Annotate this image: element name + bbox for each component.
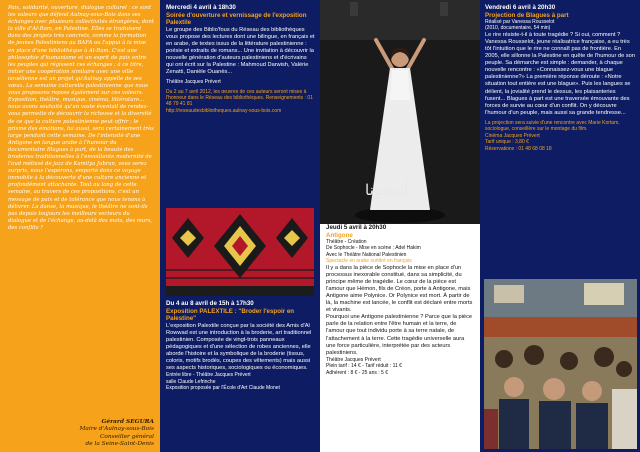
market-photo (484, 279, 637, 449)
event-date-film: Vendredi 6 avril à 20h30 (485, 4, 556, 11)
film-body: Le rire résiste-t-il à toute tragédie ? Si oui, comment ? Vanessa Rousselot, jeune réalisatrice française, a eu très tôt l'intuition que le rire ne connaît pas de frontière. En 2005, elle sillonne la Palestine en quête de l'humour de son peuple. Sa démarche est simple : demander, à chaque nouvelle rencontre : «Connaissez-vous une blague palestinienne?» La première réponse déroute : «Notre situation tout entière est une blague». Puis les langues se délient, la jovialité prend le dessus, les plaisanteries fusent... Blagues à part est une traversée émouvante des forces de survie au cœur d'un conflit. On y découvre l'humour d'un peuple, mais aussi sa grande tendresse... (485, 31, 636, 116)
event-title-antigone: Antigone (326, 231, 353, 239)
signature-role-3: de la Seine-Saint-Denis (85, 441, 154, 448)
event-note-opening: Du 2 au 7 avril 2012, les œuvres de ces auteurs seront mises à l'honneur dans le Réseau des bibliothèques. Renseignements : 01 48 79 41 81 (166, 88, 313, 108)
library-link[interactable]: http://reseaudesbibliotheques.aulnay-sous-bois.com (166, 107, 282, 114)
event-hall-exhibition: salle Claude Lefrinche (166, 378, 216, 385)
event-title-exhibition: Exposition PALEXTILE : "Broder l'espoir en Palestine" (166, 307, 295, 322)
antigone-line-4: Spectacle en arabe surtitré en français (326, 258, 412, 265)
event-entry-exhibition: Entrée libre - Théâtre Jacques Prévert (166, 372, 251, 379)
arabic-title: أنتيجونا (365, 181, 409, 199)
film-line-2: (2010, documentaire, 54 min) (485, 25, 551, 32)
event-date-exhibition: Du 4 au 8 avril de 15h à 17h30 (166, 300, 254, 307)
signature-block (79, 419, 154, 449)
signature-role-1: Maire d'Aulnay-sous-Bois (79, 426, 154, 433)
antigone-tarif-2: Adhérent : 8 € - 25 ans : 5 € (326, 369, 388, 376)
antigone-place: Théâtre Jacques Prévert (326, 356, 381, 363)
embroidery-photo (166, 208, 314, 296)
event-place-opening: Théâtre Jacques Prévert (166, 79, 221, 86)
event-date-antigone: Jeudi 5 avril à 20h30 (326, 224, 387, 231)
signature-role-2: Conseiller général (99, 433, 154, 440)
film-tarif: Tarif unique : 3,80 € (485, 139, 529, 146)
event-body-opening: Le groupe des Biblio'fous du Réseau des bibliothèques vous propose des lectures dont une bilingue, en français et en arabe, de textes issus de la littérature palestinienne : poésie et extraits de romans... Une invitation à découvrir la nouvelle génération d'auteurs palestiniens et d'écrivains qui ont écrit sur la Palestine : Mahmoud Darwish, Valérie Zenatti, Danièle Ouanès... (166, 26, 315, 76)
film-note: La projection sera suivie d'une rencontre avec Marie Kortam, sociologue, conseillère sur le montage du film. (485, 119, 620, 133)
antigone-line-3: Avec le Théâtre National Palestinien (326, 251, 407, 258)
antigone-line-2: De Sophocle - Mise en scène : Adel Hakim (326, 245, 421, 252)
event-body-exhibition: L'exposition Palextile conçue par la société des Amis d'Al Rowwad est une introduction à la broderie, art traditionnel palestinien. Composée de vingt-trois panneaux pédagogiques et d'une sélection de robes anciennes, elle aborde l'histoire et la symbolique de la broderie (tissus, coloris, motifs brodés, coupes des vêtements) mais aussi ses aspects historiques, sociologiques ou économiques. (166, 322, 312, 372)
antigone-body-2: Pourquoi une Antigone palestinienne ? Parce que la pièce parle de la relation entre l'être humain et la terre, de l'amour que tout individu porte à sa terre natale, de l'attachement à la terre. Cette tragédie universelle aura une force particulière, interprétée par des acteurs palestiniens. (326, 314, 473, 356)
event-title-opening: Soirée d'ouverture et vernissage de l'exposition Palextile (166, 11, 307, 26)
event-note-exhibition: Exposition proposée par l'École d'Art Claude Monet (166, 384, 280, 391)
film-place: Cinéma Jacques Prévert (485, 132, 540, 139)
antigone-tarif-1: Plein tarif : 14 € - Tarif réduit : 11 € (326, 363, 402, 370)
antigone-body-1: Il y a dans la pièce de Sophocle la mise en place d'un processus inexorable constitué, dans sa simplicité, du principe même de tragédie. Le cœur de la pièce est l'amour que Hémon, fils de Créon, porte à Antigone, mais Antigone aime Polynice. Or Polynice est mort. À partir de là, la machine est lancée, le conflit est déclaré entre morts et vivants. (326, 264, 473, 314)
editorial-text: Paix, solidarité, ouverture, dialogue culturel : ce sont les valeurs que défend Aulnay-sous-Bois dans ses échanges avec plusieurs collectivités étrangères, dont la ville d'Al-Ram, en Palestine. Elles se traduisent dans des projets très concrets, comme la formation de jeunes Palestiniens au BAFA ou l'appui à la mise en place d'une bibliothèque à Al-Ram. C'est une philosophie d'humanisme et un esprit de paix entre les peuples qui régissent ces échanges ; à ce titre, initier une coopération similaire avec une ville israélienne est un projet qu'Aulnay appelle de ses vœux. La semaine culturelle palestinienne que nous vous proposons repose également sur ces valeurs. Exposition, théâtre, musique, cinéma, littérature... nous avons souhaité qu'un vaste éventail de rendez-vous permette de découvrir la richesse et la diversité de ce que la culture palestinienne peut offrir : le prisme des émotions, lui aussi, sera certainement très large pendant cette semaine. De l'intensité d'une Antigone en langue arabe à l'humour du documentaire Blagues à part, de la beauté des broderies traditionnelles à l'envoûtante modernité de l'oud métissé de jazz de Kamilya Jubran, vous serez surpris, nous l'espérons, emporté dans ce voyage immobile à la découverte d'une culture ancienne et profondément attachante. Tout au long de cette semaine, au travers de ces propositions, c'est un message de paix et de tolérance que nous tenons à délivrer. La danse, la musique, le théâtre ne sont-ils pas depuis toujours les meilleurs vecteurs du dialogue et de l'échange, au-delà des mots, des murs, des conflits ? (8, 5, 154, 231)
antigone-line-1: Théâtre - Création (326, 239, 367, 245)
film-reservations: Réservations : 01 48 68 08 18 (485, 145, 552, 152)
film-line-1: Réalisé par Vanessa Rousselot (485, 19, 555, 25)
events-column-2 (320, 0, 480, 452)
antigone-details (320, 224, 480, 376)
event-date-opening: Mercredi 4 avril à 18h30 (166, 4, 236, 11)
event-title-film: Projection de Blagues à part (485, 11, 569, 19)
editorial-column (0, 0, 160, 452)
signature-name: Gérard SEGURA (101, 418, 154, 425)
events-column-1 (160, 0, 320, 452)
events-column-3 (480, 0, 640, 452)
